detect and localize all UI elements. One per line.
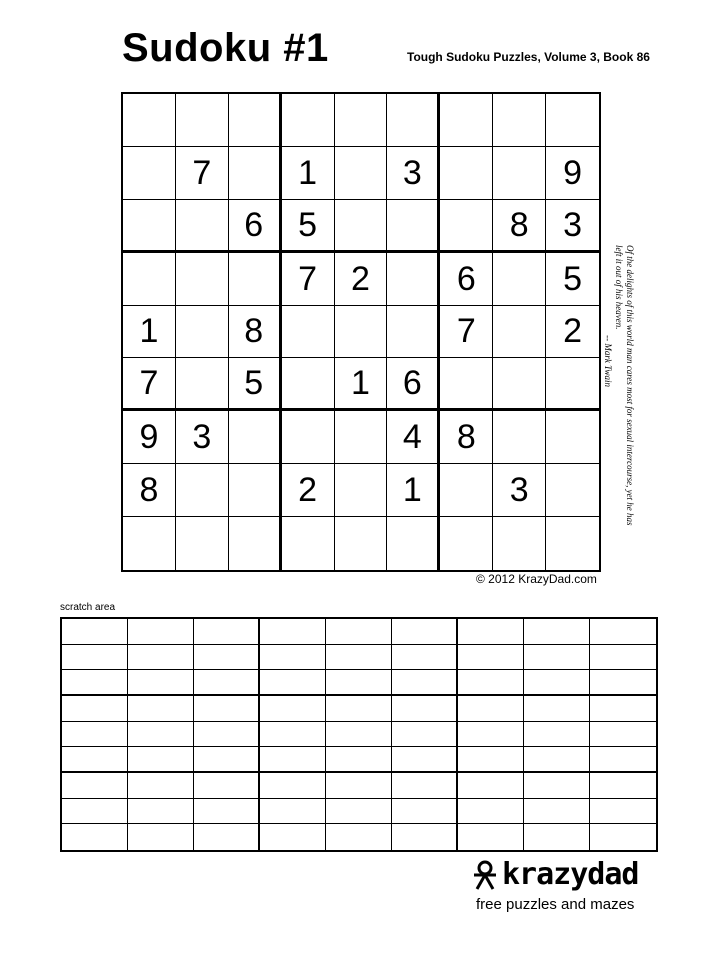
sudoku-cell-r9-c2 — [176, 517, 229, 570]
sudoku-cell-r8-c4: 2 — [282, 464, 335, 517]
scratch-cell — [392, 799, 458, 825]
scratch-cell — [392, 619, 458, 645]
scratch-cell — [128, 824, 194, 850]
sudoku-cell-r2-c4: 1 — [282, 147, 335, 200]
scratch-cell — [326, 696, 392, 722]
krazydad-mascot-icon — [472, 860, 498, 890]
sudoku-grid — [121, 92, 601, 572]
scratch-cell — [128, 696, 194, 722]
scratch-cell — [194, 773, 260, 799]
sudoku-cell-r1-c5 — [335, 94, 388, 147]
scratch-cell — [62, 696, 128, 722]
scratch-cell — [260, 824, 326, 850]
sudoku-cell-r4-c2 — [176, 253, 229, 306]
quote-author: -- Mark Twain — [603, 335, 613, 387]
scratch-cell — [260, 773, 326, 799]
sudoku-cell-r4-c6 — [387, 253, 440, 306]
sudoku-cell-r7-c2: 3 — [176, 411, 229, 464]
sudoku-cell-r9-c5 — [335, 517, 388, 570]
sudoku-cell-r1-c4 — [282, 94, 335, 147]
scratch-cell — [62, 645, 128, 671]
sudoku-cell-r3-c7 — [440, 200, 493, 253]
sudoku-cell-r1-c9 — [546, 94, 599, 147]
scratch-cell — [326, 824, 392, 850]
scratch-cell — [194, 645, 260, 671]
scratch-cell — [326, 773, 392, 799]
sudoku-cell-r6-c9 — [546, 358, 599, 411]
scratch-cell — [194, 619, 260, 645]
sudoku-cell-r9-c1 — [123, 517, 176, 570]
scratch-cell — [590, 645, 656, 671]
scratch-cell — [458, 747, 524, 773]
copyright-notice: © 2012 KrazyDad.com — [476, 572, 597, 586]
sudoku-cell-r6-c8 — [493, 358, 546, 411]
scratch-cell — [62, 799, 128, 825]
sudoku-cell-r2-c6: 3 — [387, 147, 440, 200]
sudoku-cell-r1-c3 — [229, 94, 282, 147]
sudoku-cell-r9-c3 — [229, 517, 282, 570]
scratch-cell — [62, 619, 128, 645]
scratch-cell — [392, 747, 458, 773]
scratch-cell — [260, 722, 326, 748]
scratch-cell — [128, 645, 194, 671]
sudoku-cell-r7-c5 — [335, 411, 388, 464]
sudoku-cell-r9-c7 — [440, 517, 493, 570]
scratch-cell — [128, 722, 194, 748]
scratch-cell — [458, 670, 524, 696]
scratch-cell — [524, 696, 590, 722]
scratch-cell — [590, 747, 656, 773]
sudoku-cell-r2-c9: 9 — [546, 147, 599, 200]
scratch-cell — [524, 799, 590, 825]
sudoku-cell-r2-c2: 7 — [176, 147, 229, 200]
scratch-cell — [524, 645, 590, 671]
scratch-cell — [128, 747, 194, 773]
scratch-cell — [194, 670, 260, 696]
sudoku-cell-r7-c6: 4 — [387, 411, 440, 464]
sudoku-cell-r5-c6 — [387, 306, 440, 359]
scratch-cell — [326, 619, 392, 645]
sudoku-cell-r8-c1: 8 — [123, 464, 176, 517]
scratch-cell — [260, 799, 326, 825]
puzzle-book-subtitle: Tough Sudoku Puzzles, Volume 3, Book 86 — [407, 50, 650, 64]
scratch-cell — [326, 722, 392, 748]
scratch-cell — [194, 722, 260, 748]
sudoku-cell-r4-c9: 5 — [546, 253, 599, 306]
scratch-cell — [392, 696, 458, 722]
sudoku-cell-r7-c8 — [493, 411, 546, 464]
sudoku-cell-r2-c7 — [440, 147, 493, 200]
scratch-grid — [60, 617, 658, 852]
scratch-cell — [392, 645, 458, 671]
sudoku-cell-r9-c6 — [387, 517, 440, 570]
scratch-cell — [590, 619, 656, 645]
scratch-cell — [392, 824, 458, 850]
sudoku-cell-r9-c4 — [282, 517, 335, 570]
sudoku-cell-r3-c9: 3 — [546, 200, 599, 253]
scratch-cell — [458, 645, 524, 671]
sudoku-cell-r7-c9 — [546, 411, 599, 464]
sudoku-cell-r9-c9 — [546, 517, 599, 570]
sudoku-cell-r5-c3: 8 — [229, 306, 282, 359]
scratch-cell — [260, 696, 326, 722]
scratch-cell — [590, 670, 656, 696]
sudoku-cell-r4-c8 — [493, 253, 546, 306]
sudoku-cell-r4-c1 — [123, 253, 176, 306]
sudoku-cell-r5-c2 — [176, 306, 229, 359]
sudoku-cell-r3-c4: 5 — [282, 200, 335, 253]
scratch-cell — [128, 799, 194, 825]
scratch-cell — [62, 722, 128, 748]
scratch-cell — [590, 799, 656, 825]
sudoku-cell-r2-c3 — [229, 147, 282, 200]
scratch-cell — [62, 824, 128, 850]
sudoku-cell-r5-c1: 1 — [123, 306, 176, 359]
sudoku-cell-r4-c5: 2 — [335, 253, 388, 306]
sudoku-cell-r8-c7 — [440, 464, 493, 517]
sudoku-cell-r2-c1 — [123, 147, 176, 200]
sudoku-cell-r8-c5 — [335, 464, 388, 517]
sudoku-cell-r3-c2 — [176, 200, 229, 253]
scratch-cell — [260, 747, 326, 773]
scratch-cell — [194, 747, 260, 773]
scratch-area-label: scratch area — [60, 602, 116, 613]
sudoku-cell-r6-c2 — [176, 358, 229, 411]
scratch-cell — [194, 696, 260, 722]
sudoku-cell-r6-c1: 7 — [123, 358, 176, 411]
sudoku-cell-r5-c7: 7 — [440, 306, 493, 359]
sudoku-cell-r1-c6 — [387, 94, 440, 147]
sudoku-cell-r3-c1 — [123, 200, 176, 253]
scratch-cell — [524, 773, 590, 799]
scratch-cell — [524, 747, 590, 773]
scratch-cell — [326, 670, 392, 696]
side-quote — [602, 245, 635, 535]
sudoku-cell-r2-c8 — [493, 147, 546, 200]
scratch-cell — [128, 670, 194, 696]
scratch-cell — [458, 824, 524, 850]
sudoku-cell-r5-c4 — [282, 306, 335, 359]
sudoku-cell-r1-c2 — [176, 94, 229, 147]
sudoku-cell-r4-c7: 6 — [440, 253, 493, 306]
sudoku-cell-r7-c4 — [282, 411, 335, 464]
sudoku-cell-r8-c9 — [546, 464, 599, 517]
scratch-cell — [458, 722, 524, 748]
scratch-cell — [590, 696, 656, 722]
sudoku-cell-r3-c3: 6 — [229, 200, 282, 253]
scratch-cell — [62, 773, 128, 799]
scratch-cell — [326, 799, 392, 825]
scratch-cell — [392, 722, 458, 748]
sudoku-cell-r8-c3 — [229, 464, 282, 517]
scratch-cell — [62, 747, 128, 773]
scratch-cell — [458, 619, 524, 645]
scratch-cell — [590, 773, 656, 799]
scratch-cell — [194, 824, 260, 850]
scratch-cell — [458, 696, 524, 722]
sudoku-cell-r6-c4 — [282, 358, 335, 411]
sudoku-cell-r7-c3 — [229, 411, 282, 464]
sudoku-cell-r9-c8 — [493, 517, 546, 570]
sudoku-cell-r7-c1: 9 — [123, 411, 176, 464]
sudoku-cell-r1-c7 — [440, 94, 493, 147]
sudoku-cell-r1-c8 — [493, 94, 546, 147]
sudoku-cell-r6-c6: 6 — [387, 358, 440, 411]
scratch-cell — [524, 722, 590, 748]
sudoku-cell-r3-c6 — [387, 200, 440, 253]
sudoku-cell-r6-c7 — [440, 358, 493, 411]
krazydad-logo — [472, 858, 662, 918]
sudoku-cell-r8-c2 — [176, 464, 229, 517]
sudoku-cell-r2-c5 — [335, 147, 388, 200]
scratch-cell — [458, 773, 524, 799]
scratch-cell — [458, 799, 524, 825]
logo-wordmark: krazydad — [502, 857, 639, 892]
scratch-cell — [194, 799, 260, 825]
scratch-cell — [260, 619, 326, 645]
scratch-cell — [392, 773, 458, 799]
scratch-cell — [590, 722, 656, 748]
scratch-cell — [128, 619, 194, 645]
scratch-cell — [524, 619, 590, 645]
scratch-cell — [590, 824, 656, 850]
scratch-cell — [62, 670, 128, 696]
page-title: Sudoku #1 — [122, 26, 329, 70]
sudoku-cell-r1-c1 — [123, 94, 176, 147]
sudoku-cell-r4-c3 — [229, 253, 282, 306]
scratch-cell — [260, 645, 326, 671]
sudoku-cell-r4-c4: 7 — [282, 253, 335, 306]
scratch-cell — [524, 824, 590, 850]
sudoku-cell-r5-c9: 2 — [546, 306, 599, 359]
quote-text: Of the delights of this world man cares most for sexual intercourse, yet he has left it out of his heaven. — [614, 245, 635, 526]
sudoku-cell-r5-c8 — [493, 306, 546, 359]
sudoku-cell-r6-c5: 1 — [335, 358, 388, 411]
scratch-cell — [524, 670, 590, 696]
scratch-cell — [260, 670, 326, 696]
sudoku-cell-r6-c3: 5 — [229, 358, 282, 411]
logo-tagline: free puzzles and mazes — [476, 896, 635, 913]
scratch-cell — [128, 773, 194, 799]
sudoku-cell-r5-c5 — [335, 306, 388, 359]
sudoku-cell-r8-c6: 1 — [387, 464, 440, 517]
scratch-cell — [326, 645, 392, 671]
sudoku-cell-r3-c8: 8 — [493, 200, 546, 253]
scratch-cell — [326, 747, 392, 773]
sudoku-cell-r3-c5 — [335, 200, 388, 253]
scratch-cell — [392, 670, 458, 696]
sudoku-cell-r8-c8: 3 — [493, 464, 546, 517]
sudoku-cell-r7-c7: 8 — [440, 411, 493, 464]
